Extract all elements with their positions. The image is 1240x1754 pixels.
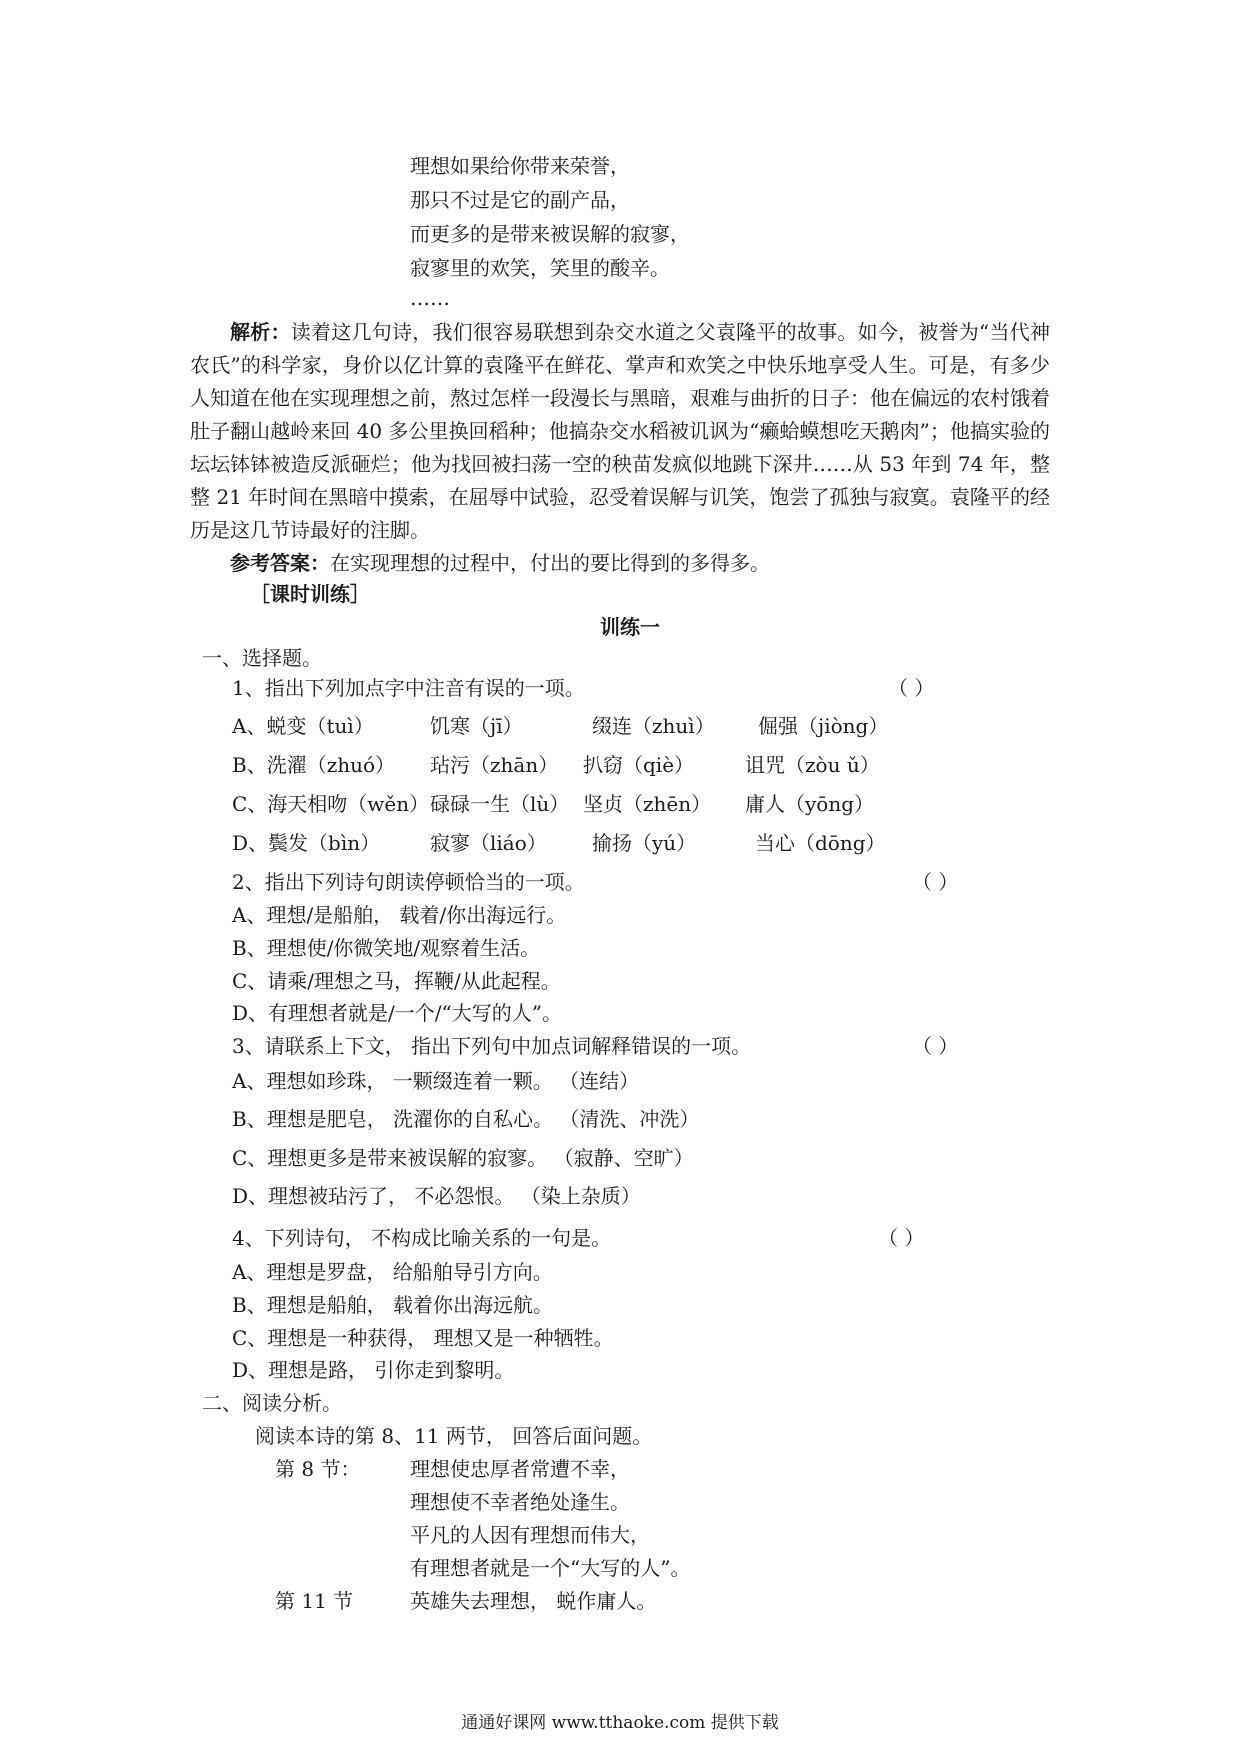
question-stem: 1、指出下列加点字中注音有误的一项。 xyxy=(232,676,585,700)
stanza-8-line: 平凡的人因有理想而伟大， xyxy=(410,1523,650,1547)
option-a: A、理想是罗盘， 给船舶导引方向。 xyxy=(232,1260,553,1284)
option-b: B、理想是肥皂， 洗濯你的自私心。 （清洗、冲洗） xyxy=(232,1107,700,1131)
poem-line: 那只不过是它的副产品， xyxy=(410,188,630,212)
analysis-label: 解析： xyxy=(230,320,291,344)
option-b-item-4: 诅咒（zòu ǔ） xyxy=(745,753,880,777)
lesson-heading: ［课时训练］ xyxy=(250,582,370,606)
option-d-item-1: D、鬓发（bìn） xyxy=(232,831,381,855)
option-c-item-3: 坚贞（zhēn） xyxy=(583,792,712,816)
option-d: D、有理想者就是/一个/“大写的人”。 xyxy=(232,1001,562,1025)
reference-text: 在实现理想的过程中，付出的要比得到的多得多。 xyxy=(330,551,770,575)
option-d-item-4: 当心（dōng） xyxy=(755,831,886,855)
option-c-item-2: 碌碌一生（lù） xyxy=(430,792,570,816)
analysis-text: 读着这几句诗，我们很容易联想到杂交水道之父袁隆平的故事。如今，被誉为“当代神农氏”的科学家，身价以亿计算的袁隆平在鲜花、掌声和欢笑之中快乐地享受人生。可是，有多少人知道在他在实现理想之前，熬过怎样一段漫长与黑暗，艰难与曲折的日子：他在偏远的农村饿着肚子翻山越岭来回 40 多公里换回稻种；他搞杂交水稻被讥讽为“癞蛤蟆想吃天鹅肉”；他搞实验的坛坛钵钵被造反派砸烂；他为找回被扫荡一空的秧苗发疯似地跳下深井……从 53 年到 74 年，整整 21 年时间在黑暗中摸索，在屈辱中试验，忍受着误解与讥笑，饱尝了孤独与寂寞。袁隆平的经历是这几节诗最好的注脚。 xyxy=(190,320,1050,542)
stanza-8-line: 理想使忠厚者常遭不幸， xyxy=(410,1457,630,1481)
option-a: A、理想如珍珠， 一颗缀连着一颗。 （连结） xyxy=(232,1069,640,1093)
section-heading: 一、选择题。 xyxy=(202,646,322,670)
option-d-item-2: 寂寥（liáo） xyxy=(430,831,547,855)
answer-blank: （ ） xyxy=(888,676,935,700)
option-b: B、理想是船舶， 载着你出海远航。 xyxy=(232,1293,554,1317)
answer-blank: （ ） xyxy=(878,1226,925,1250)
stanza-8-label: 第 8 节： xyxy=(275,1457,361,1481)
footer-source: 通通好课网 www.tthaoke.com 提供下载 xyxy=(461,1713,779,1733)
option-b-item-3: 扒窃（qiè） xyxy=(583,753,695,777)
option-a: A、理想/是船舶， 载着/你出海远行。 xyxy=(232,903,567,927)
answer-blank: （ ） xyxy=(912,1034,959,1058)
poem-line: 寂寥里的欢笑，笑里的酸辛。 xyxy=(410,256,670,280)
question-stem: 4、下列诗句， 不构成比喻关系的一句是。 xyxy=(232,1226,612,1250)
option-c-item-4: 庸人（yōng） xyxy=(745,792,875,816)
question-stem: 3、请联系上下文， 指出下列句中加点词解释错误的一项。 xyxy=(232,1034,752,1058)
option-a-item-1: A、蜕变（tuì） xyxy=(232,714,374,738)
option-c: C、请乘/理想之马，挥鞭/从此起程。 xyxy=(232,969,561,993)
option-c: C、理想更多是带来被误解的寂寥。 （寂静、空旷） xyxy=(232,1146,694,1170)
option-c: C、理想是一种获得， 理想又是一种牺牲。 xyxy=(232,1326,614,1350)
poem-line: 而更多的是带来被误解的寂寥， xyxy=(410,222,690,246)
option-d: D、理想是路， 引你走到黎明。 xyxy=(232,1358,515,1382)
option-b-item-1: B、洗濯（zhuó） xyxy=(232,753,396,777)
option-b: B、理想使/你微笑地/观察着生活。 xyxy=(232,936,541,960)
analysis-paragraph xyxy=(190,316,1050,547)
reference-answer xyxy=(190,547,1050,580)
stanza-8-line: 有理想者就是一个“大写的人”。 xyxy=(410,1556,691,1580)
poem-line: 理想如果给你带来荣誉， xyxy=(410,154,630,178)
exercise-title: 训练一 xyxy=(600,615,660,639)
stanza-8-line: 理想使不幸者绝处逢生。 xyxy=(410,1490,630,1514)
option-d-item-3: 揄扬（yú） xyxy=(592,831,697,855)
option-b-item-2: 玷污（zhān） xyxy=(430,753,559,777)
reading-intro: 阅读本诗的第 8、11 两节， 回答后面问题。 xyxy=(255,1424,653,1448)
option-a-item-3: 缀连（zhuì） xyxy=(592,714,715,738)
answer-blank: （ ） xyxy=(912,870,959,894)
option-c-item-1: C、海天相吻（wěn） xyxy=(232,792,430,816)
stanza-11-label: 第 11 节 xyxy=(275,1589,354,1613)
reference-label: 参考答案： xyxy=(230,551,330,575)
option-a-item-4: 倔强（jiòng） xyxy=(758,714,889,738)
stanza-11-line: 英雄失去理想， 蜕作庸人。 xyxy=(410,1589,657,1613)
option-d: D、理想被玷污了， 不必怨恨。 （染上杂质） xyxy=(232,1184,641,1208)
question-stem: 2、指出下列诗句朗读停顿恰当的一项。 xyxy=(232,870,585,894)
option-a-item-2: 饥寒（jī） xyxy=(430,714,523,738)
poem-ellipsis: …… xyxy=(410,286,450,310)
section-heading: 二、阅读分析。 xyxy=(202,1391,342,1415)
